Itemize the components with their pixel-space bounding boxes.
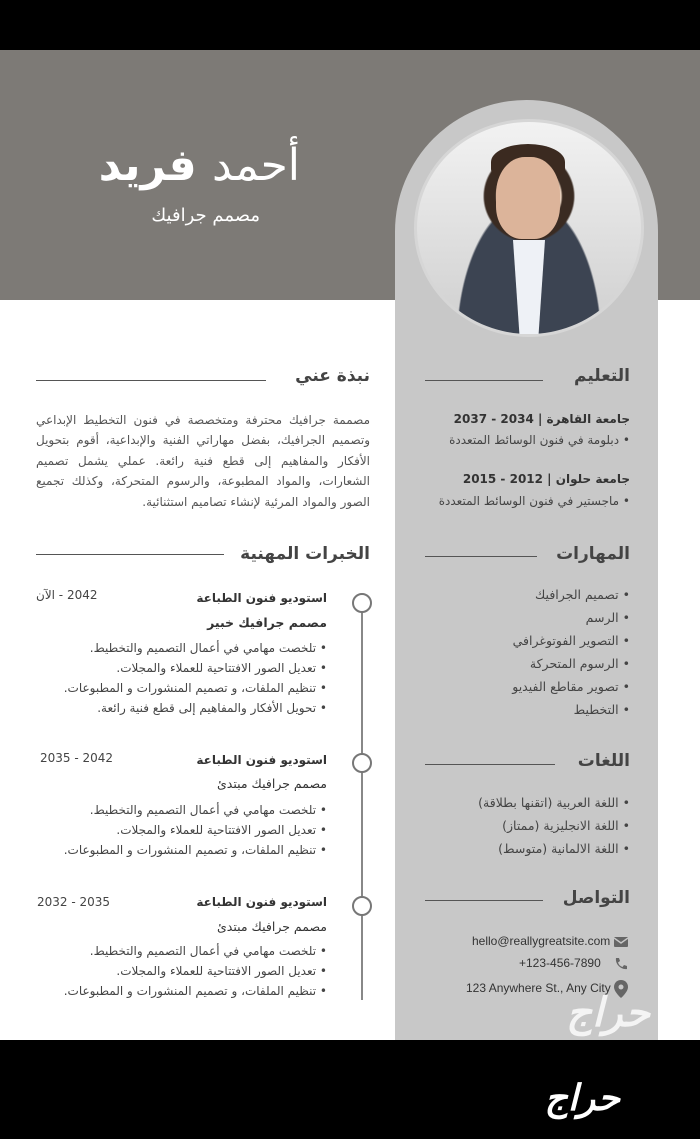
contact-heading: التواصل xyxy=(562,888,630,908)
skills-rule xyxy=(425,556,537,557)
contact-email: hello@reallygreatsite.com xyxy=(472,934,611,948)
skill-item: • تصميم الجرافيك xyxy=(535,587,630,602)
timeline-node xyxy=(352,753,372,773)
language-item: • اللغة الالمانية (متوسط) xyxy=(498,841,630,856)
timeline-node xyxy=(352,593,372,613)
timeline-node xyxy=(352,896,372,916)
education-heading: التعليم xyxy=(574,366,630,386)
job-role: مصمم جرافيك مبتدئ xyxy=(217,919,327,934)
name-last: فريد xyxy=(98,140,197,191)
about-text: مصممة جرافيك محترفة ومتخصصة في فنون التخطيط الإبداعي وتصميم الجرافيك، بفضل مهاراتي الفنية والإبداعية، أقوم بتحويل الأفكار والمفاهيم إلى قطع فنية رائعة. عملي يشمل تصميم الشعارات، والمواد المطبوعة، والرسوم المتحركة، وكذلك تجميع الصور والمواد المرئية لإنشاء تصاميم استثنائية. xyxy=(36,413,370,509)
job-title: مصمم جرافيك xyxy=(151,205,260,226)
watermark-bottom: حراج xyxy=(544,1078,620,1119)
job-bullet: • تلخصت مهامي في أعمال التصميم والتخطيط. xyxy=(89,803,327,817)
job-company: استوديو فنون الطباعة xyxy=(196,753,327,767)
job-bullet: • تنظيم الملفات، و تصميم المنشورات و المطبوعات. xyxy=(63,843,327,857)
job-role: مصمم جرافيك مبتدئ xyxy=(217,776,327,791)
skill-item: • الرسوم المتحركة xyxy=(529,656,630,671)
job-dates: 2032 - 2035 xyxy=(37,895,111,909)
profile-photo xyxy=(414,119,644,337)
job-company: استوديو فنون الطباعة xyxy=(196,895,327,909)
job-bullet: • تعديل الصور الافتتاحية للعملاء والمجلات. xyxy=(116,964,327,978)
skill-item: • التخطيط xyxy=(573,702,630,717)
about-heading: نبذة عني xyxy=(295,366,370,386)
language-item: • اللغة الانجليزية (ممتاز) xyxy=(502,818,630,833)
timeline-line xyxy=(361,600,363,1000)
languages-rule xyxy=(425,764,555,765)
email-icon xyxy=(614,936,628,950)
job-bullet: • تلخصت مهامي في أعمال التصميم والتخطيط. xyxy=(89,944,327,958)
education-item: جامعة حلوان | 2012 - 2015 xyxy=(462,472,630,486)
job-role: مصمم جرافيك خبير xyxy=(207,615,327,630)
job-bullet: • تعديل الصور الافتتاحية للعملاء والمجلات. xyxy=(116,661,327,675)
person-name xyxy=(99,140,300,191)
skill-item: • تصوير مقاطع الفيديو xyxy=(512,679,630,694)
contact-phone: +123-456-7890 xyxy=(519,956,601,970)
skill-item: • الرسم xyxy=(585,610,630,625)
contact-address: 123 Anywhere St., Any City xyxy=(466,981,611,995)
job-bullet: • تعديل الصور الافتتاحية للعملاء والمجلات. xyxy=(116,823,327,837)
job-bullet: • تنظيم الملفات، و تصميم المنشورات و المطبوعات. xyxy=(63,984,327,998)
languages-heading: اللغات xyxy=(577,751,630,771)
name-first: أحمد xyxy=(212,140,300,191)
job-bullet: • تحويل الأفكار والمفاهيم إلى قطع فنية رائعة. xyxy=(97,701,327,715)
skills-heading: المهارات xyxy=(556,544,630,564)
language-item: • اللغة العربية (اتقنها بطلاقة) xyxy=(478,795,630,810)
job-dates: 2042 - الآن xyxy=(36,588,98,602)
job-company: استوديو فنون الطباعة xyxy=(196,591,327,605)
education-rule xyxy=(425,380,543,381)
experience-rule xyxy=(36,554,224,555)
contact-rule xyxy=(425,900,543,901)
about-rule xyxy=(36,380,266,381)
education-degree: • ماجستير في فنون الوسائط المتعددة xyxy=(438,494,630,508)
watermark: حراج xyxy=(566,990,650,1036)
skill-item: • التصوير الفوتوغرافي xyxy=(512,633,630,648)
job-bullet: • تلخصت مهامي في أعمال التصميم والتخطيط. xyxy=(89,641,327,655)
education-item: جامعة القاهرة | 2034 - 2037 xyxy=(453,412,630,426)
job-dates: 2035 - 2042 xyxy=(40,751,114,765)
education-degree: • دبلومة في فنون الوسائط المتعددة xyxy=(449,433,630,447)
job-bullet: • تنظيم الملفات، و تصميم المنشورات و المطبوعات. xyxy=(63,681,327,695)
resume-page xyxy=(0,50,700,1040)
phone-icon xyxy=(614,957,628,971)
experience-heading: الخبرات المهنية xyxy=(240,544,370,564)
